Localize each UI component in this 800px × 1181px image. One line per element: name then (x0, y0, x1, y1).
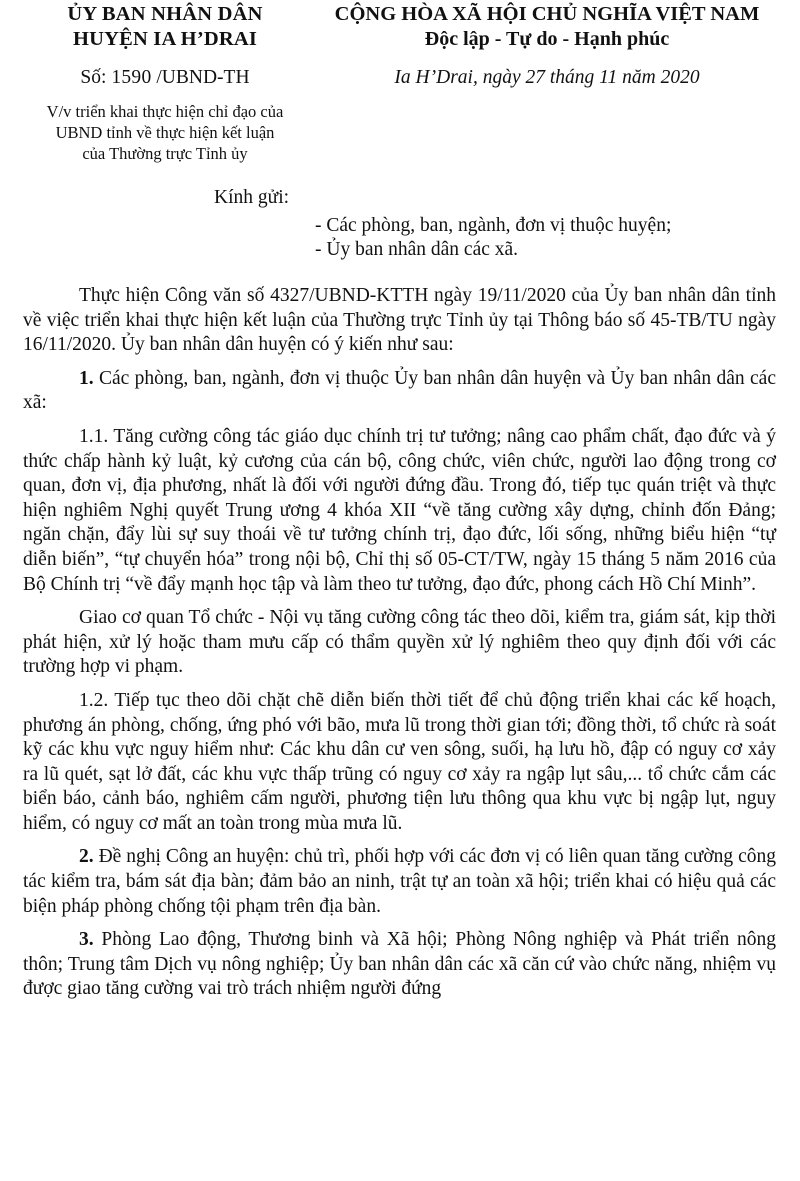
section-1-text: Các phòng, ban, ngành, đơn vị thuộc Ủy ban nhân dân huyện và Ủy ban nhân dân các xã: (23, 367, 776, 414)
issuing-authority-block (20, 2, 310, 164)
section-1-number: 1. (79, 367, 94, 389)
national-header-block (312, 2, 782, 90)
doc-number-prefix: Số: (80, 67, 107, 88)
date-day: 27 (525, 67, 545, 88)
section-1-paragraph (23, 367, 776, 416)
doc-number-value: 1590 (111, 67, 152, 88)
section-2-text: Đề nghị Công an huyện: chủ trì, phối hợp với các đơn vị có liên quan tăng cường công tác kiểm tra, bám sát địa bàn; đảm bảo an ninh, trật tự an toàn xã hội; triển khai có hiệu quả các biện pháp phòng chống tội phạm trên địa bàn. (23, 846, 776, 917)
date-year: năm 2020 (622, 67, 700, 88)
place-and-date (312, 66, 782, 90)
section-3-paragraph (23, 928, 776, 1002)
section-1-1-assignment-paragraph: Giao cơ quan Tổ chức - Nội vụ tăng cường công tác theo dõi, kiểm tra, giám sát, kịp thời phát hiện, xử lý hoặc tham mưu cấp có thẩm quyền xử lý nghiêm theo quy định đối với các trường hợp vi phạm. (23, 607, 776, 678)
section-1-2-paragraph: 1.2. Tiếp tục theo dõi chặt chẽ diễn biến thời tiết để chủ động triển khai các kế hoạch, phương án phòng, chống, ứng phó với bão, mưa lũ trong thời gian tới; đồng thời, tổ chức rà soát kỹ các khu vực nguy hiểm như: Các khu dân cư ven sông, suối, hạ lưu hồ, đập có nguy cơ xảy ra lũ quét, sạt lở đất, các khu vực thấp trũng có nguy cơ xảy ra ngập lụt sâu,... tổ chức cắm các biển báo, cảnh báo, nghiêm cấm người, phương tiện lưu thông qua khu vực bị ngập lụt, nguy hiểm, có nguy cơ mất an toàn trong mùa mưa lũ. (23, 689, 776, 834)
section-1-1-paragraph: 1.1. Tăng cường công tác giáo dục chính trị tư tưởng; nâng cao phẩm chất, đạo đức và ý thức chấp hành kỷ luật, kỷ cương của cán bộ, công chức, viên chức, người lao động trong cơ quan, đơn vị, địa phương, nhất là đối với người đứng đầu. Trong đó, tiếp tục quán triệt và thực hiện nghiêm Nghị quyết Trung ương 4 khóa XII “về tăng cường xây dựng, chỉnh đốn Đảng; ngăn chặn, đẩy lùi sự suy thoái về tư tưởng chính trị, đạo đức, lối sống, những biểu hiện “tự diễn biến”, “tự chuyển hóa” trong nội bộ, Chỉ thị số 05-CT/TW, ngày 15 tháng 5 năm 2016 của Bộ Chính trị “về đẩy mạnh học tập và làm theo tư tưởng, đạo đức, phong cách Hồ Chí Minh”. (23, 425, 776, 595)
national-motto: Độc lập - Tự do - Hạnh phúc (424, 28, 670, 50)
recipients-block (214, 186, 774, 262)
intro-paragraph: Thực hiện Công văn số 4327/UBND-KTTH ngày 19/11/2020 của Ủy ban nhân dân tỉnh về việc triển khai thực hiện kết luận của Thường trực Tỉnh ủy tại Thông báo số 45-TB/TU ngày 16/11/2020. Ủy ban nhân dân huyện có ý kiến như sau: (23, 285, 776, 356)
section-3-text: Phòng Lao động, Thương binh và Xã hội; Phòng Nông nghiệp và Phát triển nông thôn; Trung tâm Dịch vụ nông nghiệp; Ủy ban nhân dân các xã căn cứ vào chức năng, nhiệm vụ được giao tăng cường vai trò trách nhiệm người đứng (23, 929, 776, 1000)
doc-number-suffix: /UBND-TH (156, 67, 250, 88)
place-date-prefix: Ia H’Drai, ngày (394, 67, 521, 88)
org-name-line2: HUYỆN IA H’DRAI (72, 28, 258, 50)
subject-line: của Thường trực Tỉnh ủy (82, 144, 248, 163)
national-title: CỘNG HÒA XÃ HỘI CHỦ NGHĨA VIỆT NAM (334, 3, 760, 25)
section-2-paragraph (23, 845, 776, 919)
org-name-line1: ỦY BAN NHÂN DÂN (67, 3, 263, 25)
date-month-label: tháng (549, 67, 595, 88)
recipient-item: - Các phòng, ban, ngành, đơn vị thuộc huyện; (315, 215, 672, 236)
recipients-greeting: Kính gửi: (214, 187, 290, 208)
subject-line: V/v triển khai thực hiện chỉ đạo của (46, 102, 284, 121)
recipient-item: - Ủy ban nhân dân các xã. (315, 239, 519, 260)
document-number (20, 66, 310, 90)
section-2-number: 2. (79, 846, 94, 868)
section-3-number: 3. (79, 929, 94, 951)
subject-line: UBND tỉnh về thực hiện kết luận (55, 123, 275, 142)
date-month: 11 (599, 67, 618, 88)
document-body (23, 284, 776, 1002)
document-subject (20, 101, 310, 164)
